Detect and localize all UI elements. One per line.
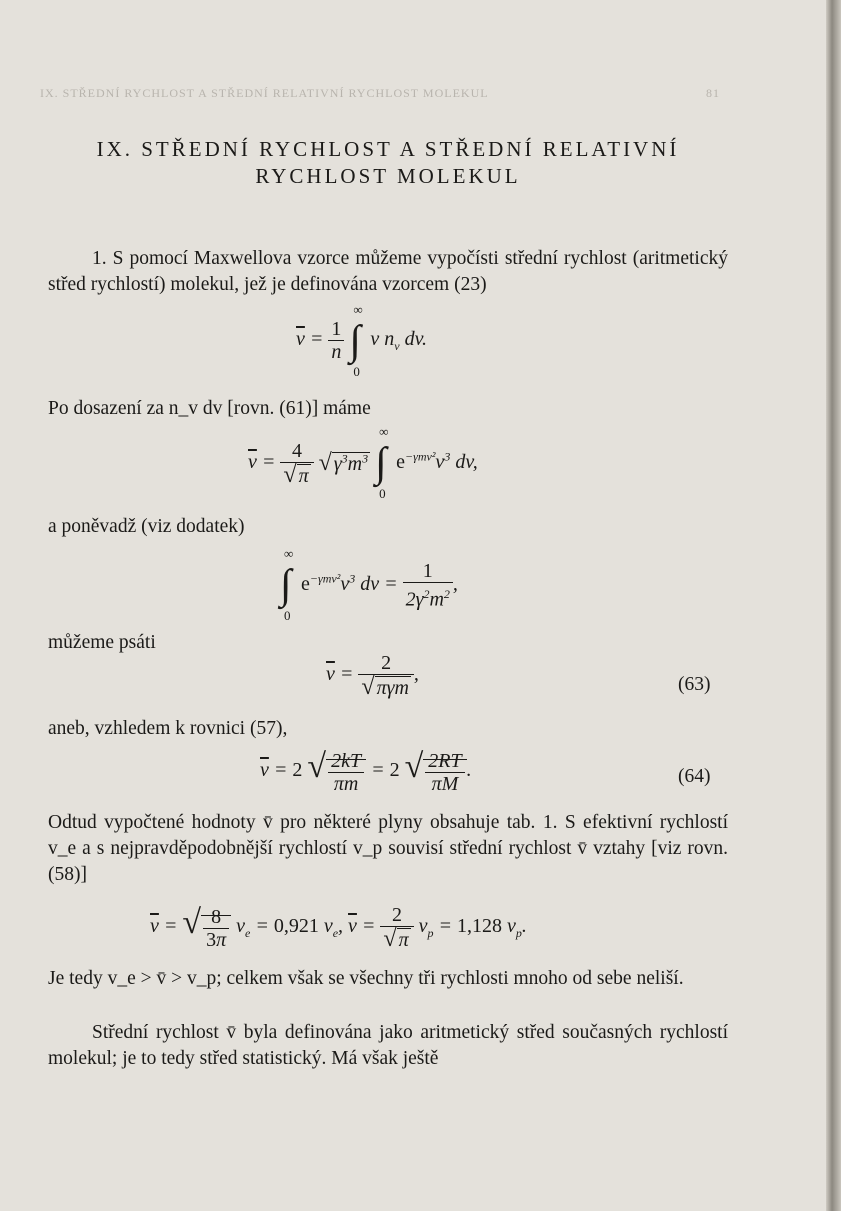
paragraph-7: Je tedy v_e > v̄ > v_p; celkem však se všechny tři rychlosti mnoho od sebe neliší. [48, 968, 684, 989]
equation-integral-result: ∞ ∫ 0 $e^{-\gamma mv^2}v^3$ dv = $\frac{1}{2\gamma^2m^2}$ , [280, 546, 458, 624]
paragraph-3: a poněvadž (viz dodatek) [48, 516, 245, 537]
ghost-running-head-text: IX. STŘEDNÍ RYCHLOST A STŘEDNÍ RELATIVNÍ RYCHLOST MOLEKUL [40, 86, 489, 100]
section-title-line-1: IX. STŘEDNÍ RYCHLOST A STŘEDNÍ RELATIVNÍ [96, 137, 680, 161]
bleed-through-running-head [40, 86, 720, 106]
equation-number-64: (64) [678, 766, 711, 787]
equation-64: $\overline{v} = 2$ √ $\frac{2kT}{\pi m}$ = 2 √ $\frac{2RT}{\pi M}$ . [260, 748, 472, 795]
paragraph-5: aneb, vzhledem k rovnici (57), [48, 718, 288, 739]
paragraph-4: můžeme psáti [48, 632, 156, 653]
paragraph-1: 1. S pomocí Maxwellova vzorce můžeme vypočísti střední rychlost (aritmetický střed rychlostí) molekul, jež je definována vzorcem (23) [48, 248, 728, 295]
paragraph-2: Po dosazení za n_v dv [rovn. (61)] máme [48, 398, 371, 419]
equation-number-63: (63) [678, 674, 711, 695]
paragraph-8: Střední rychlost v̄ byla definována jako aritmetický střed současných rychlostí molekul; je to tedy střed statistický. Má však ještě [48, 1022, 728, 1069]
paragraph-6: Odtud vypočtené hodnoty v̄ pro některé plyny obsahuje tab. 1. S efektivní rychlostí v_e a s nejpravděpodobnější rychlostí v_p souvisí střední rychlost v̄ vztahy [viz rovn. (58)] [48, 812, 728, 885]
ghost-page-number: 81 [706, 86, 720, 100]
page-edge-shadow [826, 0, 841, 1211]
equation-63: $\overline{v}$ = $\frac{2}{\text{√ πγm}}$ , [326, 652, 419, 700]
equation-substitution: $\overline{v}$ = $\frac{4}{√ \pi}$ √ $\gamma^3m^3$ ∞ ∫ 0 $e^{-\gamma mv^2}v^3$ dv, [248, 424, 478, 502]
section-title [48, 136, 728, 190]
equation-speed-relations: $\overline{v}$ = √ $\frac{8}{3\pi}$ $v_e = 0,921$ $v_e$, $\overline{v}$ = $\frac{2}{√ \pi}$ $v_p = 1,128$ $v_p$. [150, 904, 527, 952]
section-title-line-2: RYCHLOST MOLEKUL [255, 164, 521, 188]
equation-mean-speed-definition: $\overline{v}$ = $\frac{1}{n}$ ∞ ∫ 0 v $n_v$ dv. [296, 301, 428, 379]
